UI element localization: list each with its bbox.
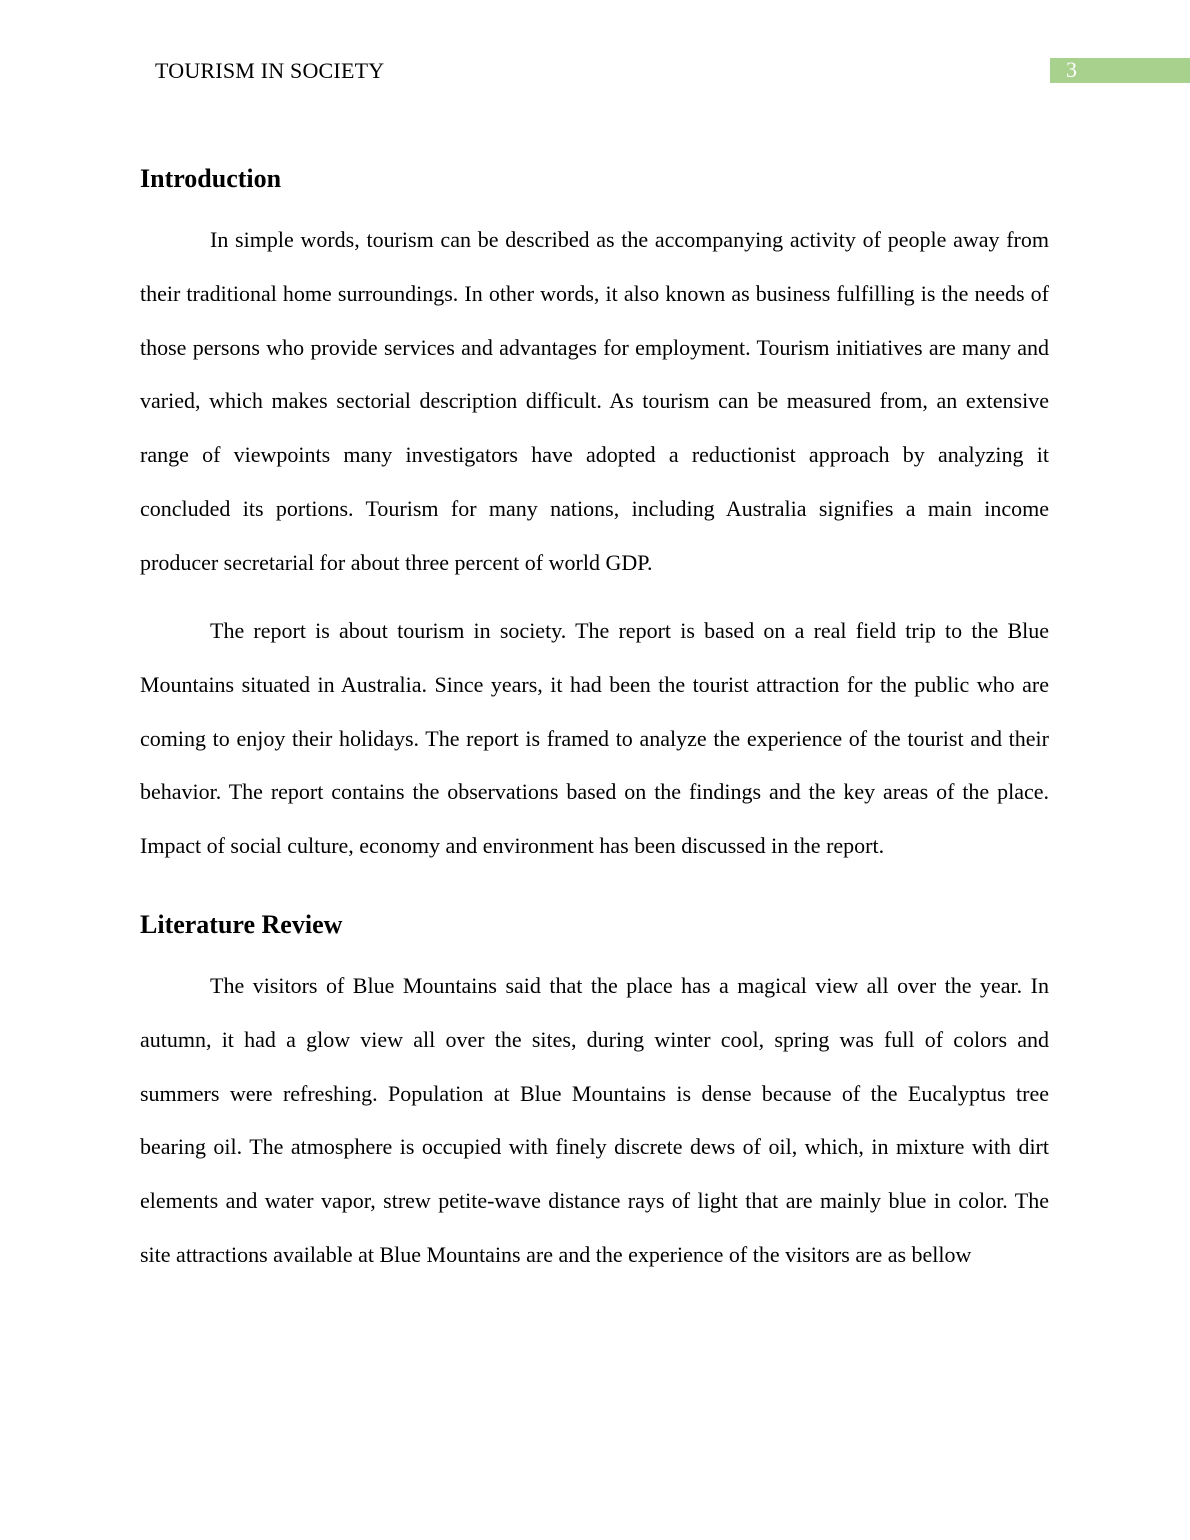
heading-introduction: Introduction <box>140 164 282 193</box>
heading-literature-review: Literature Review <box>140 910 343 939</box>
intro-paragraph-2: The report is about tourism in society. The report is based on a real field trip to the Blue Mountains situated in Australia. Since years, it had been the tourist attraction for the public who are coming to enjoy their holidays. The report is framed to analyze the experience of the tourist and their behavior. The report contains the observations based on the findings and the key areas of the place. Impact of social culture, economy and environment has been discussed in the report. <box>140 618 1049 859</box>
intro-paragraph-1: In simple words, tourism can be described as the accompanying activity of people away from their traditional home surroundings. In other words, it also known as business fulfilling is the needs of those persons who provide services and advantages for employment. Tourism initiatives are many and varied, which makes sectorial description difficult. As tourism can be measured from, an extensive range of viewpoints many investigators have adopted a reductionist approach by analyzing it concluded its portions. Tourism for many nations, including Australia signifies a main income producer secretarial for about three percent of world GDP. <box>140 227 1049 575</box>
page-number-badge <box>1050 58 1190 83</box>
page-number: 3 <box>1066 57 1077 82</box>
literature-paragraph-1: The visitors of Blue Mountains said that the place has a magical view all over the year. In autumn, it had a glow view all over the sites, during winter cool, spring was full of colors and summers were refreshing. Population at Blue Mountains is dense because of the Eucalyptus tree bearing oil. The atmosphere is occupied with finely discrete dews of oil, which, in mixture with dirt elements and water vapor, strew petite-wave distance rays of light that are mainly blue in color. The site attractions available at Blue Mountains are and the experience of the visitors are as bellow <box>140 973 1049 1267</box>
running-header-title: TOURISM IN SOCIETY <box>155 58 385 83</box>
